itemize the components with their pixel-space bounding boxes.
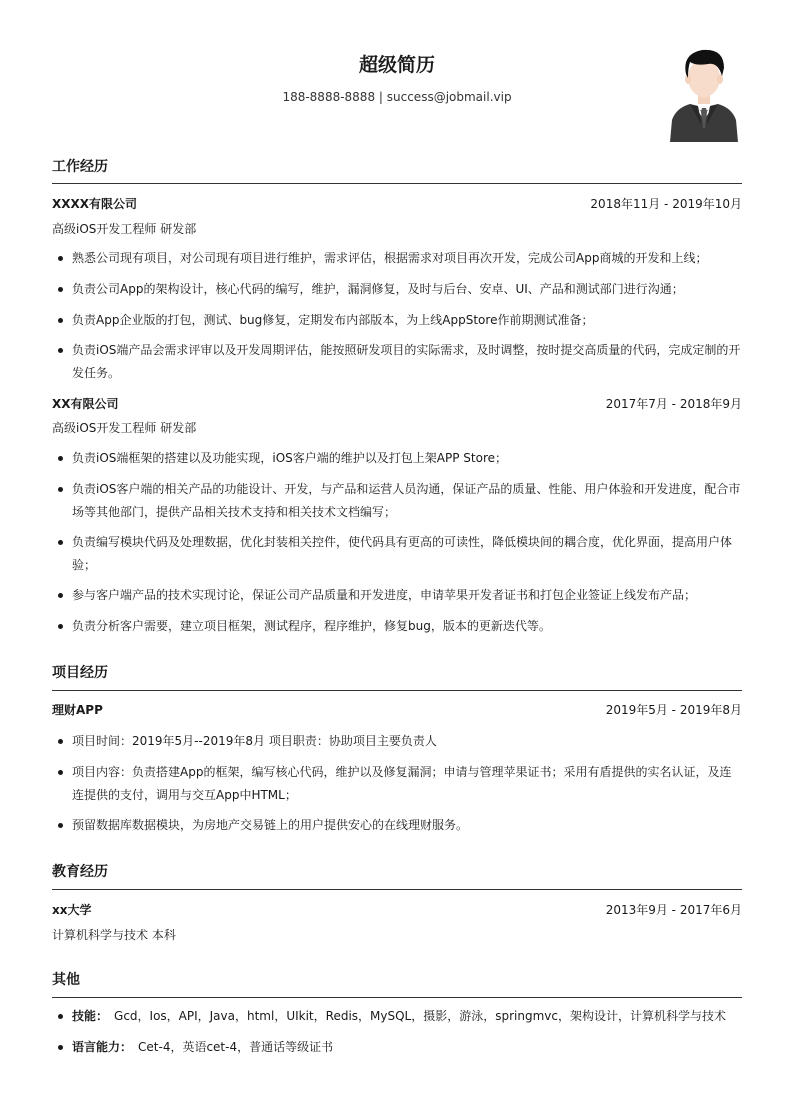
list-item: 项目时间：2019年5月--2019年8月 项目职责：协助项目主要负责人	[52, 730, 742, 753]
list-item: 参与客户端产品的技术实现讨论，保证公司产品质量和开发进度，申请苹果开发者证书和打包企业签证上线发布产品；	[52, 584, 742, 607]
list-item: 负责App企业版的打包，测试、bug修复，定期发布内部版本，为上线AppStore作前期测试准备；	[52, 309, 742, 332]
list-item: 负责分析客户需要，建立项目框架，测试程序，程序维护，修复bug，版本的更新迭代等。	[52, 615, 742, 638]
section-title-projects: 项目经历	[52, 665, 108, 681]
list-item	[52, 1036, 742, 1059]
job-period: 2018年11月 - 2019年10月	[590, 197, 742, 211]
project-header	[52, 701, 742, 719]
education-major: 计算机科学与技术 本科	[52, 928, 176, 942]
skills-text: Gcd，Ios，API，Java，html，UIkit，Redis，MySQL，摄影，游泳，springmvc，架构设计，计算机科学与技术	[114, 1009, 726, 1023]
job-header	[52, 195, 742, 213]
section-title-education: 教育经历	[52, 864, 108, 880]
bullet-dot	[58, 770, 63, 775]
job-role: 高级iOS开发工程师 研发部	[52, 222, 197, 236]
bullet-dot	[58, 456, 63, 461]
project-period: 2019年5月 - 2019年8月	[605, 703, 742, 717]
list-item: 负责iOS客户端的相关产品的功能设计、开发，与产品和运营人员沟通，保证产品的质量、性能、用户体验和开发进度，配合市场等其他部门，提供产品相关技术支持和相关技术文档编写；	[52, 478, 742, 524]
skills-label: 技能：	[72, 1009, 109, 1023]
bullet-dot	[58, 593, 63, 598]
section-title-work: 工作经历	[52, 159, 108, 175]
divider	[52, 889, 742, 890]
resume-name: 超级简历	[358, 54, 435, 76]
list-item: 熟悉公司现有项目，对公司现有项目进行维护，需求评估，根据需求对项目再次开发，完成公司App商城的开发和上线；	[52, 247, 742, 270]
contact-info: 188-8888-8888 | success@jobmail.vip	[282, 90, 512, 104]
job-role: 高级iOS开发工程师 研发部	[52, 421, 197, 435]
language-text: Cet-4，英语cet-4，普通话等级证书	[138, 1040, 334, 1054]
list-item: 预留数据库数据模块，为房地产交易链上的用户提供安心的在线理财服务。	[52, 814, 742, 837]
bullet-dot	[58, 256, 63, 261]
education-period: 2013年9月 - 2017年6月	[605, 903, 742, 917]
list-item: 负责编写模块代码及处理数据，优化封装相关控件，使代码具有更高的可读性，降低模块间的耦合度，优化界面，提高用户体验；	[52, 531, 742, 577]
company-name: XX有限公司	[52, 397, 119, 411]
school-name: xx大学	[52, 903, 92, 917]
bullet-dot	[58, 1014, 63, 1019]
list-item: 负责iOS端框架的搭建以及功能实现，iOS客户端的维护以及打包上架APP Store；	[52, 447, 742, 470]
language-label: 语言能力：	[72, 1040, 133, 1054]
list-item: 项目内容：负责搭建App的框架，编写核心代码，维护以及修复漏洞；申请与管理苹果证书；采用有盾提供的实名认证，及连连提供的支付，调用与交互App中HTML；	[52, 761, 742, 807]
education-header	[52, 901, 742, 919]
section-title-other: 其他	[52, 972, 80, 988]
job-period: 2017年7月 - 2018年9月	[605, 397, 742, 411]
bullet-dot	[58, 739, 63, 744]
bullet-dot	[58, 487, 63, 492]
bullet-dot	[58, 1045, 63, 1050]
list-item	[52, 1005, 742, 1028]
divider	[52, 997, 742, 998]
bullet-dot	[58, 540, 63, 545]
list-item: 负责iOS端产品会需求评审以及开发周期评估，能按照研发项目的实际需求，及时调整，按时提交高质量的代码，完成定制的开发任务。	[52, 339, 742, 385]
company-name: XXXX有限公司	[52, 197, 138, 211]
job-header	[52, 395, 742, 413]
bullet-dot	[58, 624, 63, 629]
avatar	[668, 46, 740, 142]
list-item: 负责公司App的架构设计，核心代码的编写，维护，漏洞修复，及时与后台、安卓、UI、产品和测试部门进行沟通；	[52, 278, 742, 301]
bullet-dot	[58, 348, 63, 353]
divider	[52, 183, 742, 184]
project-name: 理财APP	[52, 703, 103, 717]
bullet-dot	[58, 287, 63, 292]
divider	[52, 690, 742, 691]
bullet-dot	[58, 318, 63, 323]
bullet-dot	[58, 823, 63, 828]
